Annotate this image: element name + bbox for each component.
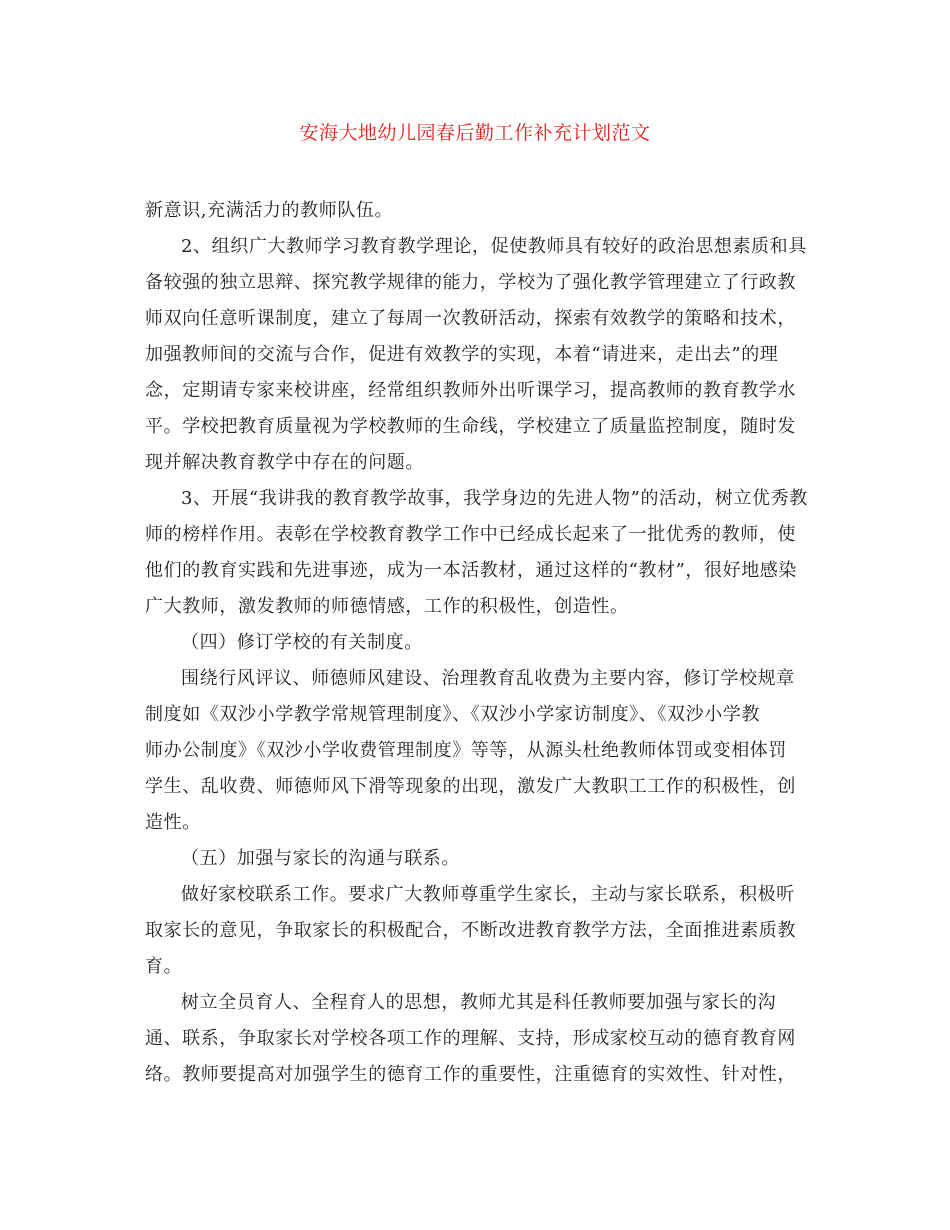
- body-line: 广大教师，激发教师的师德情感，工作的积极性，创造性。: [145, 596, 629, 617]
- body-line: 加强教师间的交流与合作，促进有效教学的实现，本着“请进来，走出去”的理: [145, 344, 779, 365]
- body-line: 师双向任意听课制度，建立了每周一次教研活动，探索有效教学的策略和技术，: [145, 308, 796, 329]
- body-line: 围绕行风评议、师德师风建设、治理教育乱收费为主要内容，修订学校规章: [181, 668, 795, 689]
- body-line: （五）加强与家长的沟通与联系。: [181, 848, 460, 869]
- document-body: [145, 193, 808, 1093]
- body-line: 师办公制度》《双沙小学收费管理制度》等等，从源头杜绝教师体罚或变相体罚: [145, 740, 787, 761]
- body-line: 学生、乱收费、师德师风下滑等现象的出现，激发广大教职工工作的积极性，创: [145, 776, 796, 797]
- body-line: 2、组织广大教师学习教育教学理论，促使教师具有较好的政治思想素质和具: [181, 236, 807, 257]
- body-line: 念，定期请专家来校讲座，经常组织教师外出听课学习，提高教师的教育教学水: [145, 380, 796, 401]
- body-line: 制度如《双沙小学教学常规管理制度》、《双沙小学家访制度》、《双沙小学教: [145, 704, 760, 725]
- body-line: 通、联系，争取家长对学校各项工作的理解、支持，形成家校互动的德育教育网: [145, 1028, 796, 1049]
- body-line: 树立全员育人、全程育人的思想，教师尤其是科任教师要加强与家长的沟: [181, 992, 777, 1013]
- document-title: 安海大地幼儿园春后勤工作补充计划范文: [299, 122, 651, 144]
- body-line: 平。学校把教育质量视为学校教师的生命线，学校建立了质量监控制度，随时发: [145, 416, 796, 437]
- body-line: 络。教师要提高对加强学生的德育工作的重要性，注重德育的实效性、针对性，: [145, 1064, 796, 1085]
- body-line: 做好家校联系工作。要求广大教师尊重学生家长，主动与家长联系，积极听: [181, 884, 795, 905]
- body-line: 造性。: [145, 812, 201, 833]
- body-line: 3、开展“我讲我的教育教学故事，我学身边的先进人物”的活动，树立优秀教: [181, 488, 808, 509]
- body-line: 备较强的独立思辩、探究教学规律的能力，学校为了强化教学管理建立了行政教: [145, 272, 796, 293]
- body-line: 育。: [145, 956, 183, 977]
- body-line: （四）修订学校的有关制度。: [181, 632, 423, 653]
- body-line: 取家长的意见，争取家长的积极配合，不断改进教育教学方法，全面推进素质教: [145, 920, 796, 941]
- body-line: 现并解决教育教学中存在的问题。: [145, 452, 424, 473]
- body-line: 新意识,充满活力的教师队伍。: [145, 200, 394, 221]
- body-line: 他们的教育实践和先进事迹，成为一本活教材，通过这样的“教材”，很好地感染: [145, 560, 798, 581]
- body-line: 师的榜样作用。表彰在学校教育教学工作中已经成长起来了一批优秀的教师，使: [145, 524, 796, 545]
